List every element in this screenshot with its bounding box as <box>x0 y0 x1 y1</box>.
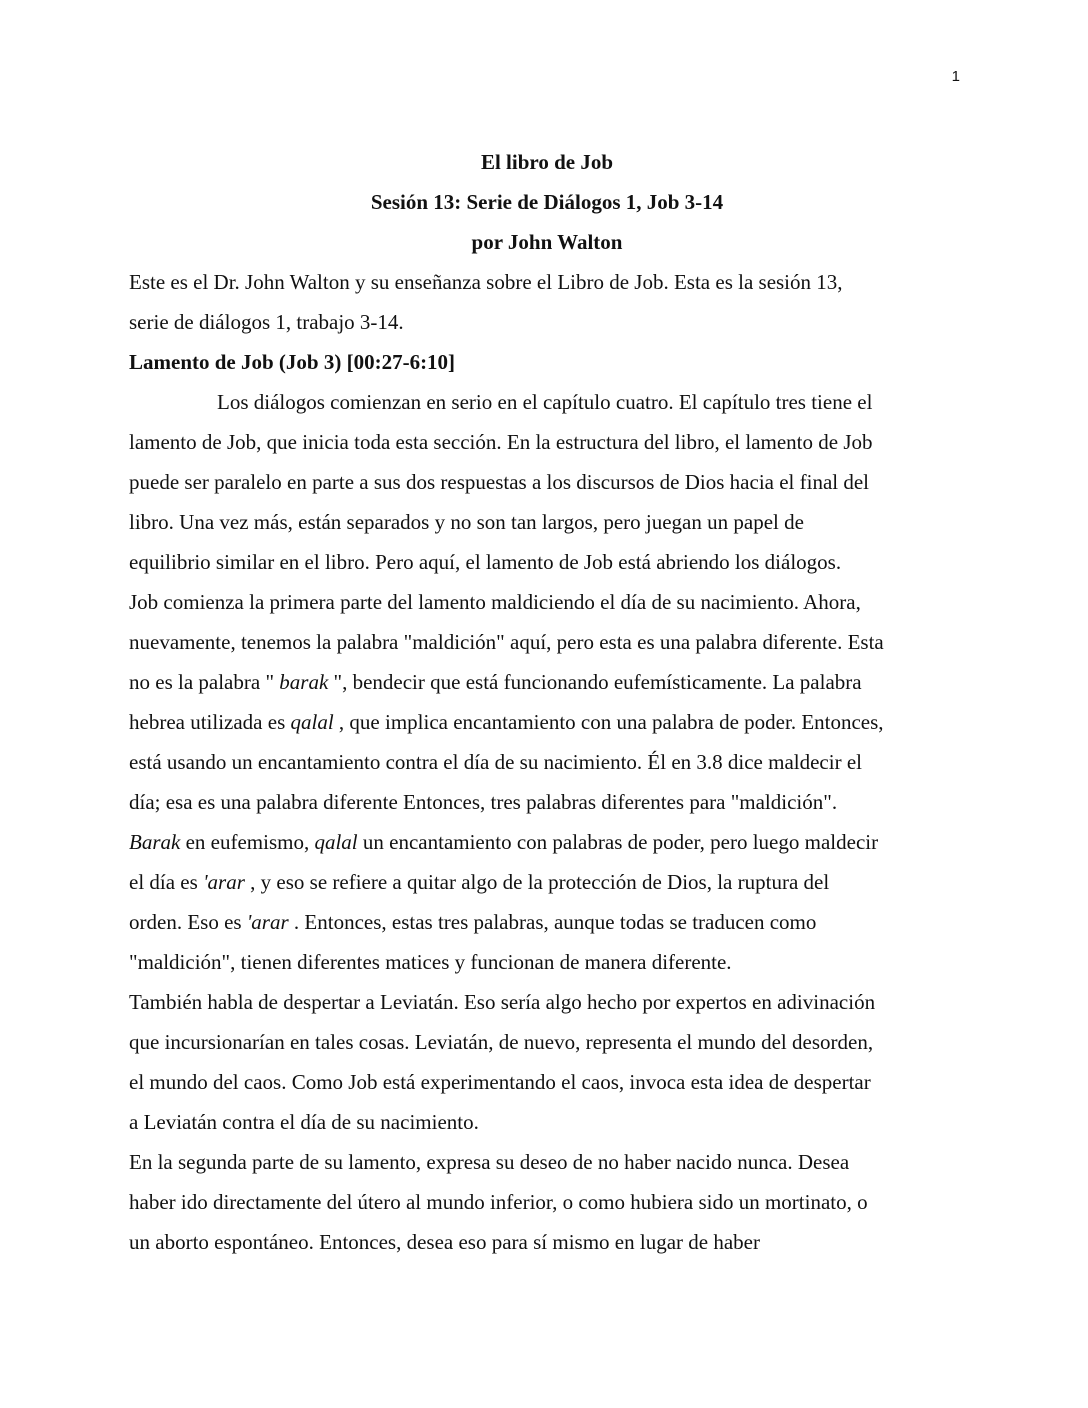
hebrew-term: qalal <box>290 710 334 734</box>
text-line: está usando un encantamiento contra el día de su nacimiento. Él en 3.8 dice maldecir el <box>129 750 862 774</box>
text-line: lamento de Job, que inicia toda esta sección. En la estructura del libro, el lamento de Job <box>129 430 873 454</box>
hebrew-term: 'arar <box>203 870 245 894</box>
hebrew-term: qalal <box>314 830 358 854</box>
text-run: , y eso se refiere a quitar algo de la protección de Dios, la ruptura del <box>244 870 830 894</box>
hebrew-term: barak <box>279 670 329 694</box>
text-line: puede ser paralelo en parte a sus dos respuestas a los discursos de Dios hacia el final del <box>129 470 870 494</box>
text-line: También habla de despertar a Leviatán. Eso sería algo hecho por expertos en adivinación <box>129 990 876 1014</box>
text-run: , que implica encantamiento con una palabra de poder. Entonces, <box>333 710 884 734</box>
hebrew-term: 'arar <box>246 910 289 934</box>
text-run: ", bendecir que está funcionando eufemísticamente. La palabra <box>328 670 862 694</box>
text-line: Este es el Dr. John Walton y su enseñanza sobre el Libro de Job. Esta es la sesión 13, <box>129 270 843 294</box>
text-line: a Leviatán contra el día de su nacimiento. <box>129 1110 479 1134</box>
text-line: día; esa es una palabra diferente Entonces, tres palabras diferentes para "maldición". <box>129 790 838 814</box>
text-run: orden. Eso es <box>129 910 247 934</box>
text-line: Los diálogos comienzan en serio en el capítulo cuatro. El capítulo tres tiene el <box>217 390 873 414</box>
text-line: haber ido directamente del útero al mundo inferior, o como hubiera sido un mortinato, o <box>129 1190 868 1214</box>
text-line: un aborto espontáneo. Entonces, desea eso para sí mismo en lugar de haber <box>129 1230 760 1254</box>
text-line <box>129 662 965 702</box>
text-run: hebrea utilizada es <box>129 710 291 734</box>
text-line: "maldición", tienen diferentes matices y funcionan de manera diferente. <box>129 950 732 974</box>
section-heading: Lamento de Job (Job 3) [00:27-6:10] <box>129 350 456 374</box>
paragraph-4 <box>129 1142 965 1262</box>
text-line: equilibrio similar en el libro. Pero aquí, el lamento de Job está abriendo los diálogos. <box>129 550 842 574</box>
text-line <box>129 822 965 862</box>
text-line: Job comienza la primera parte del lamento maldiciendo el día de su nacimiento. Ahora, <box>129 590 861 614</box>
text-line: En la segunda parte de su lamento, expresa su deseo de no haber nacido nunca. Desea <box>129 1150 850 1174</box>
text-line: serie de diálogos 1, trabajo 3-14. <box>129 310 404 334</box>
text-line <box>129 862 965 902</box>
session-title: Sesión 13: Serie de Diálogos 1, Job 3-14 <box>370 190 724 214</box>
text-run: en eufemismo, <box>180 830 315 854</box>
author-line: por John Walton <box>471 230 623 254</box>
paragraph-1 <box>129 382 965 582</box>
paragraph-3 <box>129 982 965 1142</box>
document-title: El libro de Job <box>480 150 614 174</box>
text-line: nuevamente, tenemos la palabra "maldición" aquí, pero esta es una palabra diferente. Esta <box>129 630 884 654</box>
hebrew-term: Barak <box>129 830 181 854</box>
intro-paragraph <box>129 262 965 342</box>
text-line <box>129 702 965 742</box>
page-number: 1 <box>951 68 960 85</box>
text-run: un encantamiento con palabras de poder, pero luego maldecir <box>357 830 879 854</box>
text-line: libro. Una vez más, están separados y no son tan largos, pero juegan un papel de <box>129 510 804 534</box>
document-body <box>129 142 965 1262</box>
text-line: el mundo del caos. Como Job está experimentando el caos, invoca esta idea de despertar <box>129 1070 871 1094</box>
paragraph-2 <box>129 582 965 982</box>
text-run: no es la palabra " <box>129 670 280 694</box>
text-run: . Entonces, estas tres palabras, aunque todas se traducen como <box>288 910 817 934</box>
text-line: que incursionarían en tales cosas. Leviatán, de nuevo, representa el mundo del desorden, <box>129 1030 874 1054</box>
text-line <box>129 902 965 942</box>
text-run: el día es <box>129 870 204 894</box>
